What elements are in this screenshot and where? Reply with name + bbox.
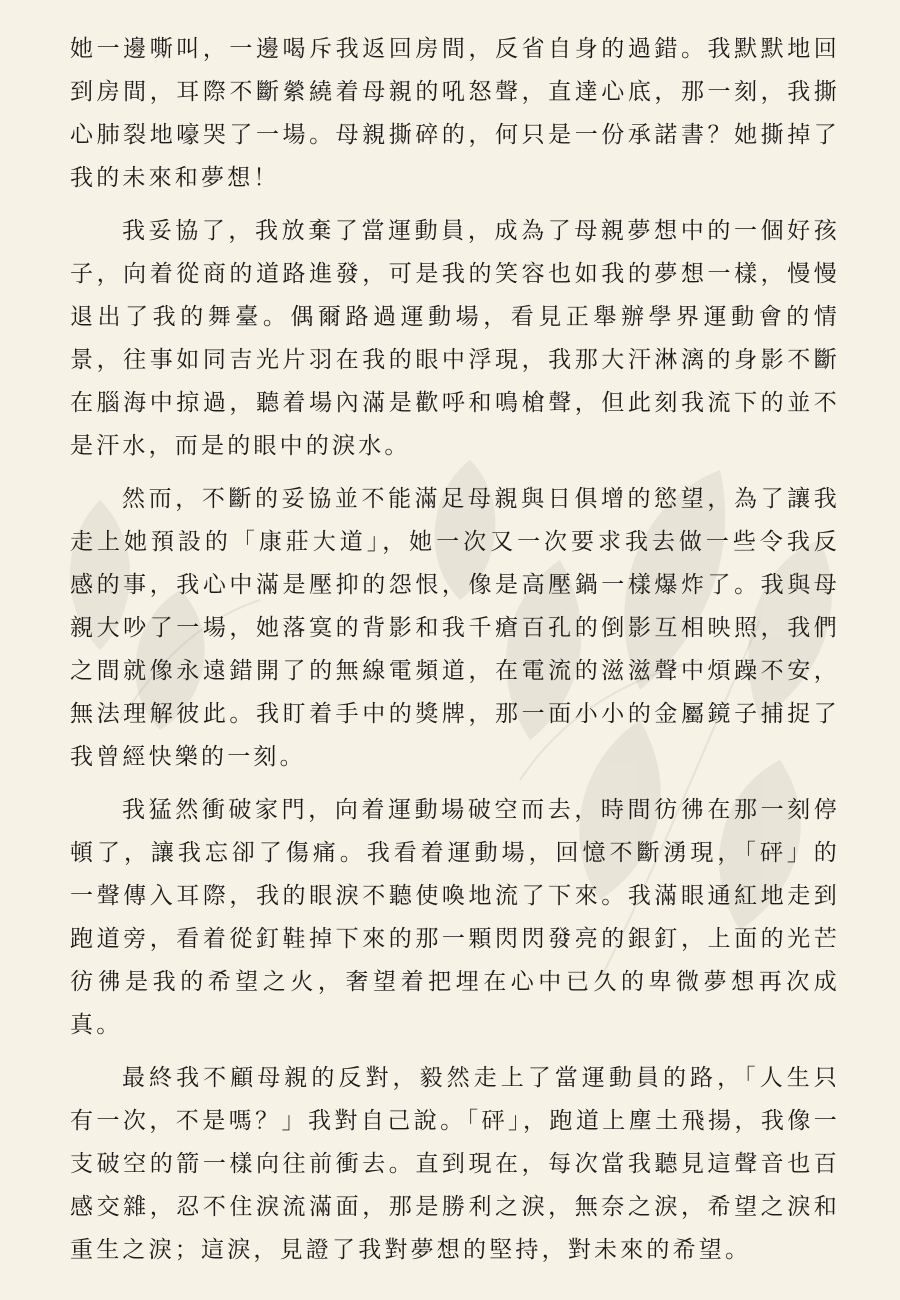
paragraph-3: 然而，不斷的妥協並不能滿足母親與日俱增的慾望，為了讓我走上她預設的「康莊大道」，她一次又一次要求我去做一些令我反感的事，我心中滿是壓抑的怨恨，像是高壓鍋一樣爆炸了。我與母親大吵了一場，她落寞的背影和我千瘡百孔的倒影互相映照，我們之間就像永遠錯開了的無線電頻道，在電流的滋滋聲中煩躁不安，無法理解彼此。我盯着手中的獎牌，那一面小小的金屬鏡子捕捉了我曾經快樂的一刻。	[70, 486, 840, 770]
paragraph-2: 我妥協了，我放棄了當運動員，成為了母親夢想中的一個好孩子，向着從商的道路進發，可是我的笑容也如我的夢想一樣，慢慢退出了我的舞臺。偶爾路過運動場，看見正舉辦學界運動會的情景，往事如同吉光片羽在我的眼中浮現，我那大汗淋漓的身影不斷在腦海中掠過，聽着場內滿是歡呼和鳴槍聲，但此刻我流下的並不是汗水，而是的眼中的淚水。	[70, 218, 840, 459]
paragraph-1: 她一邊嘶叫，一邊喝斥我返回房間，反省自身的過錯。我默默地回到房間，耳際不斷縈繞着母親的吼怒聲，直達心底，那一刻，我撕心肺裂地嚎哭了一場。母親撕碎的，何只是一份承諾書？她撕掉了我的未來和夢想！	[70, 36, 840, 191]
paragraph-5: 最終我不顧母親的反對，毅然走上了當運動員的路，「人生只有一次，不是嗎？」我對自己說。「砰」，跑道上塵土飛揚，我像一支破空的箭一樣向往前衝去。直到現在，每次當我聽見這聲音也百感交雜，忍不住淚流滿面，那是勝利之淚，無奈之淚，希望之淚和重生之淚；這淚，見證了我對夢想的堅持，對未來的希望。	[70, 1065, 840, 1263]
paragraph-4: 我猛然衝破家門，向着運動場破空而去，時間彷彿在那一刻停頓了，讓我忘卻了傷痛。我看着運動場，回憶不斷湧現，「砰」的一聲傳入耳際，我的眼淚不聽使喚地流了下來。我滿眼通紅地走到跑道旁，看着從釘鞋掉下來的那一顆閃閃發亮的銀釘，上面的光芒彷彿是我的希望之火，奢望着把埋在心中已久的卑微夢想再次成真。	[70, 797, 840, 1038]
document-body	[70, 28, 840, 1282]
